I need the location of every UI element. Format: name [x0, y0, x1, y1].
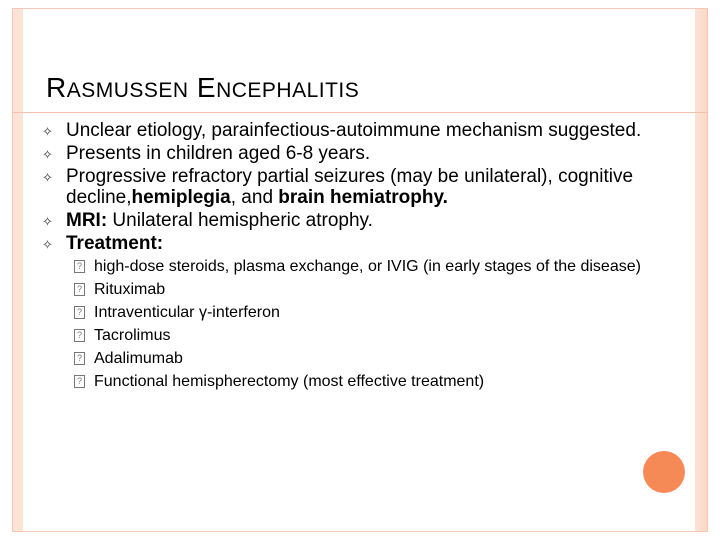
treatment-item	[42, 373, 662, 391]
sub-bullet-icon: ?	[74, 352, 85, 365]
title-cap-2: E	[196, 72, 217, 103]
treatment-item	[42, 281, 662, 299]
bullet-label-treatment: Treatment:	[66, 233, 164, 254]
bullet-text: Unclear etiology, parainfectious-autoimmune mechanism suggested.	[66, 120, 642, 141]
bullet-text: Progressive refractory partial seizures (may be unilateral), cognitive decline,	[66, 166, 634, 208]
bullet-text-mid: , and	[230, 187, 279, 208]
title-cap-1: R	[46, 72, 67, 103]
sub-bullet-icon: ?	[74, 306, 85, 319]
bullet-bold-hemiplegia: hemiplegia	[131, 187, 231, 208]
bullet-mri	[42, 210, 662, 231]
bullet-marker-icon: ✧	[42, 147, 53, 162]
bullet-seizures	[42, 166, 662, 208]
bullet-label-mri: MRI:	[66, 210, 108, 231]
treatment-text: high-dose steroids, plasma exchange, or IVIG (in early stages of the disease)	[94, 258, 641, 275]
slide-title	[46, 72, 359, 104]
treatment-text: Rituximab	[94, 281, 166, 298]
frame-left-band	[13, 9, 23, 531]
bullet-text: Unilateral hemispheric atrophy.	[107, 210, 373, 231]
title-divider	[12, 112, 708, 113]
bullet-presentation	[42, 143, 662, 164]
bullet-list	[42, 120, 662, 254]
treatment-text: Adalimumab	[94, 350, 183, 367]
accent-circle	[643, 451, 685, 493]
treatment-item	[42, 304, 662, 322]
bullet-text: Presents in children aged 6-8 years.	[66, 143, 371, 164]
sub-bullet-icon: ?	[74, 375, 85, 388]
bullet-marker-icon: ✧	[42, 124, 53, 139]
treatment-list	[42, 258, 662, 391]
bullet-marker-icon: ✧	[42, 170, 53, 185]
bullet-treatment	[42, 233, 662, 254]
sub-bullet-icon: ?	[74, 329, 85, 342]
treatment-item	[42, 258, 662, 276]
bullet-marker-icon: ✧	[42, 214, 53, 229]
treatment-text: Tacrolimus	[94, 327, 171, 344]
sub-bullet-icon: ?	[74, 283, 85, 296]
treatment-item	[42, 350, 662, 368]
bullet-marker-icon: ✧	[42, 237, 53, 252]
slide-body	[42, 120, 662, 396]
frame-right-band	[695, 9, 707, 531]
treatment-item	[42, 327, 662, 345]
title-rest-2: NCEPHALITIS	[216, 79, 360, 102]
treatment-text: Functional hemispherectomy (most effective treatment)	[94, 373, 485, 390]
sub-bullet-icon: ?	[74, 260, 85, 273]
treatment-text: Intraventicular γ-interferon	[94, 304, 280, 321]
title-rest-1: ASMUSSEN	[66, 79, 189, 102]
bullet-etiology	[42, 120, 662, 141]
bullet-bold-hemiatrophy: brain hemiatrophy.	[278, 187, 448, 208]
